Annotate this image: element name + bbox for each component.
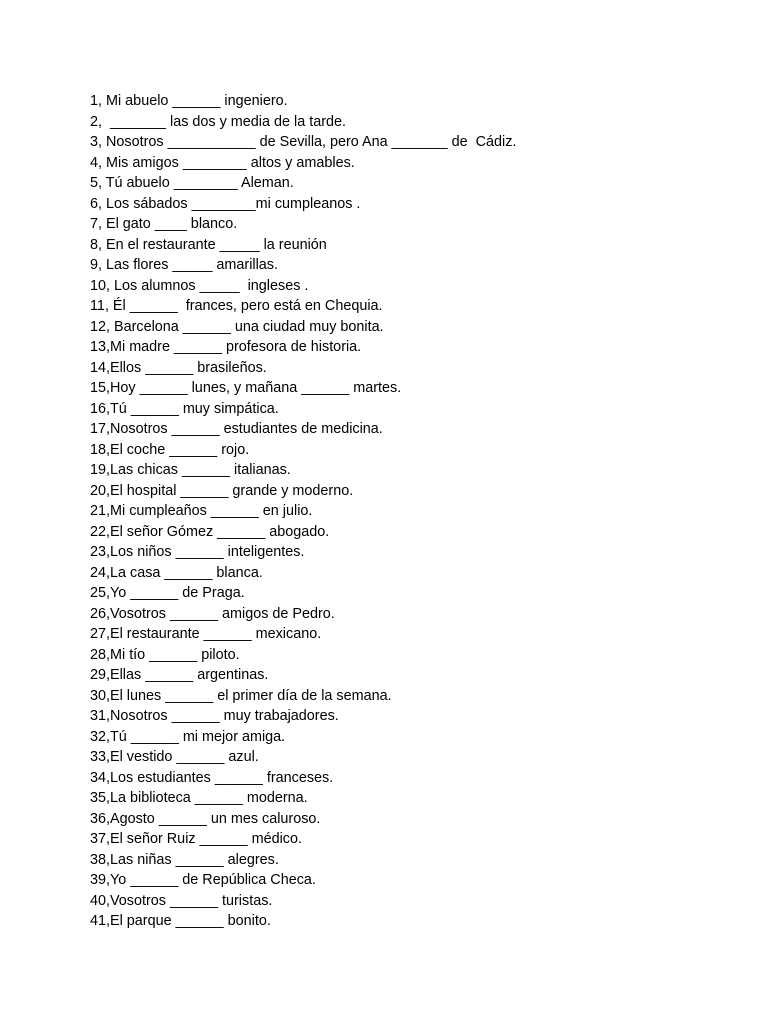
exercise-line-24: 24,La casa ______ blanca. [90,564,263,581]
exercise-line-27: 27,El restaurante ______ mexicano. [90,626,322,642]
exercise-line-3: 3, Nosotros ___________ de Sevilla, pero Ana _______ de Cádiz. [90,134,517,150]
exercise-line-37: 37,El señor Ruiz ______ médico. [90,831,302,847]
exercise-line-39: 39,Yo ______ de República Checa. [90,872,316,888]
exercise-line-12: 12, Barcelona ______ una ciudad muy bonita. [90,318,384,335]
exercise-line-38: 38,Las niñas ______ alegres. [90,851,279,868]
exercise-line-10: 10, Los alumnos _____ ingleses . [90,277,309,294]
exercise-line-23: 23,Los niños ______ inteligentes. [90,544,305,560]
exercise-line-35: 35,La biblioteca ______ moderna. [90,790,308,806]
exercise-line-16: 16,Tú ______ muy simpática. [90,400,279,417]
exercise-line-32: 32,Tú ______ mi mejor amiga. [90,728,286,745]
exercise-line-15: 15,Hoy ______ lunes, y mañana ______ martes. [90,380,402,396]
exercise-line-31: 31,Nosotros ______ muy trabajadores. [90,708,339,724]
exercise-line-1: 1, Mi abuelo ______ ingeniero. [90,93,288,109]
exercise-line-28: 28,Mi tío ______ piloto. [90,646,240,663]
exercise-line-6: 6, Los sábados ________mi cumpleanos . [90,195,361,212]
exercise-line-25: 25,Yo ______ de Praga. [90,585,245,601]
exercise-line-9: 9, Las flores _____ amarillas. [90,257,278,273]
exercise-line-14: 14,Ellos ______ brasileños. [90,359,267,376]
exercise-line-20: 20,El hospital ______ grande y moderno. [90,482,354,499]
exercise-line-19: 19,Las chicas ______ italianas. [90,462,291,478]
exercise-line-11: 11, Él ______ frances, pero está en Chequia. [90,298,383,314]
exercise-line-7: 7, El gato ____ blanco. [90,216,238,232]
exercise-line-22: 22,El señor Gómez ______ abogado. [90,523,330,540]
exercise-line-4: 4, Mis amigos ________ altos y amables. [90,154,355,171]
exercise-line-33: 33,El vestido ______ azul. [90,749,259,765]
exercise-line-26: 26,Vosotros ______ amigos de Pedro. [90,605,335,622]
exercise-line-29: 29,Ellas ______ argentinas. [90,667,269,683]
exercise-line-36: 36,Agosto ______ un mes caluroso. [90,810,321,827]
exercise-line-5: 5, Tú abuelo ________ Aleman. [90,175,294,191]
exercise-line-2: 2, _______ las dos y media de la tarde. [90,113,347,130]
exercise-line-17: 17,Nosotros ______ estudiantes de medicina. [90,421,383,437]
exercise-line-41: 41,El parque ______ bonito. [90,913,271,929]
exercise-line-8: 8, En el restaurante _____ la reunión [90,236,327,253]
exercise-line-21: 21,Mi cumpleaños ______ en julio. [90,503,313,519]
exercise-line-13: 13,Mi madre ______ profesora de historia. [90,339,362,355]
exercise-list [90,91,516,932]
exercise-line-30: 30,El lunes ______ el primer día de la semana. [90,687,392,704]
exercise-line-34: 34,Los estudiantes ______ franceses. [90,769,334,786]
exercise-line-18: 18,El coche ______ rojo. [90,441,250,458]
exercise-line-40: 40,Vosotros ______ turistas. [90,892,273,909]
